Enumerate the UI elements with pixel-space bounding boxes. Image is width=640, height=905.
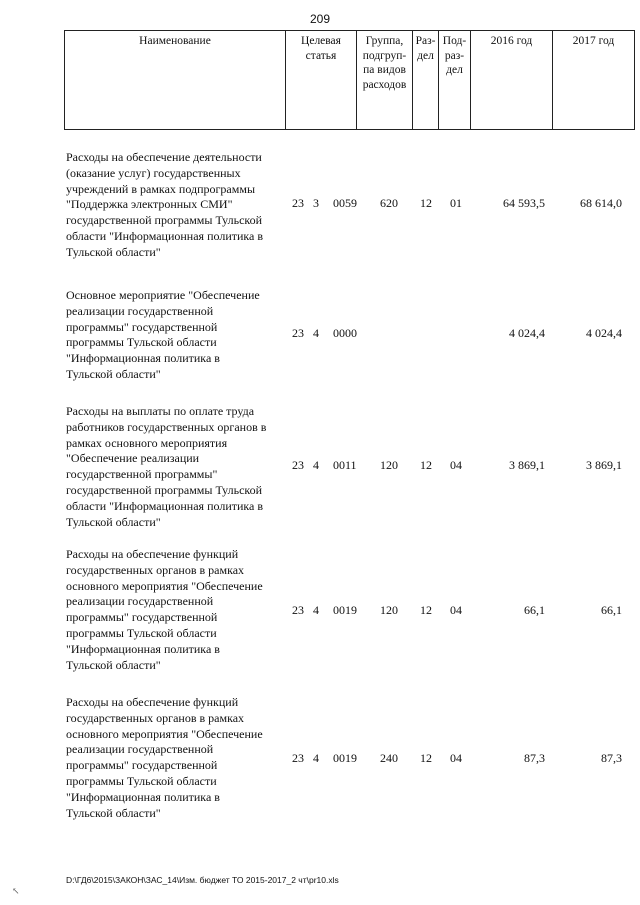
cell-direction: 0019 [333, 603, 357, 617]
header-target-article: Целевая статья [286, 31, 357, 129]
cell-expense-group: 240 [380, 751, 398, 765]
cell-direction: 0019 [333, 751, 357, 765]
row-name: Расходы на обеспечение функций государственных органов в рамках основного мероприятия "Обеспечение реализации государственной программы" государственной программы Тульской области "Информационная политика в Тульской области" [66, 547, 263, 672]
cell-subprogram: 4 [313, 458, 319, 472]
cell-subsection: 04 [450, 603, 462, 617]
cell-subprogram: 4 [313, 326, 319, 340]
cell-2016: 3 869,1 [509, 458, 545, 472]
cell-section: 12 [420, 603, 432, 617]
row-name: Основное мероприятие "Обеспечение реализации государственной программы" государственной программы Тульской области "Информационная политика в Тульской области" [66, 288, 260, 381]
header-year-2016: 2016 год [471, 31, 553, 129]
cell-2017: 87,3 [601, 751, 622, 765]
cell-program: 23 [292, 603, 304, 617]
cell-program: 23 [292, 326, 304, 340]
header-year-2017: 2017 год [572, 35, 615, 47]
row-name: Расходы на обеспечение функций государственных органов в рамках основного мероприятия "Обеспечение реализации государственной программы" государственной программы Тульской области "Информационная политика в Тульской области" [66, 695, 263, 820]
cell-subsection: 04 [450, 751, 462, 765]
row-name: Расходы на обеспечение деятельности (оказание услуг) государственных учреждений в рамках подпрограммы "Поддержка электронных СМИ" государственной программы Тульской области "Информационная политика в Тульской области" [66, 150, 264, 259]
cell-subprogram: 3 [313, 196, 319, 210]
cell-2016: 4 024,4 [509, 326, 545, 340]
table-header [64, 30, 635, 130]
cell-direction: 0011 [333, 458, 357, 472]
cell-section: 12 [420, 751, 432, 765]
cell-subprogram: 4 [313, 603, 319, 617]
header-subsection: Под- раз- дел [439, 31, 471, 129]
cell-program: 23 [292, 196, 304, 210]
row-name: Расходы на выплаты по оплате труда работников государственных органов в рамках основного мероприятия "Обеспечение реализации государственной программы" государственной программы Тульской области "Информационная политика в Тульской области" [66, 404, 267, 529]
page-number: 209 [309, 12, 331, 26]
header-name: Наименование [65, 31, 286, 129]
cell-subsection: 04 [450, 458, 462, 472]
cell-direction: 0059 [333, 196, 357, 210]
footer-file-path: D:\ГД6\2015\ЗАКОН\ЗАС_14\Изм. бюджет ТО 2015-2017_2 чт\pr10.xls [66, 875, 339, 885]
cell-expense-group: 120 [380, 603, 398, 617]
cell-section: 12 [420, 458, 432, 472]
scan-mark: ↖ [12, 886, 20, 896]
cell-expense-group: 620 [380, 196, 398, 210]
cell-2016: 66,1 [524, 603, 545, 617]
cell-2017: 68 614,0 [580, 196, 622, 210]
cell-program: 23 [292, 751, 304, 765]
header-section: Раз- дел [413, 31, 439, 129]
cell-subsection: 01 [450, 196, 462, 210]
cell-2016: 87,3 [524, 751, 545, 765]
cell-2016: 64 593,5 [503, 196, 545, 210]
header-expense-group: Группа, подгруп- па видов расходов [357, 31, 413, 129]
cell-2017: 4 024,4 [586, 326, 622, 340]
cell-program: 23 [292, 458, 304, 472]
cell-2017: 66,1 [601, 603, 622, 617]
cell-direction: 0000 [333, 326, 357, 340]
cell-subprogram: 4 [313, 751, 319, 765]
cell-section: 12 [420, 196, 432, 210]
cell-expense-group: 120 [380, 458, 398, 472]
cell-2017: 3 869,1 [586, 458, 622, 472]
